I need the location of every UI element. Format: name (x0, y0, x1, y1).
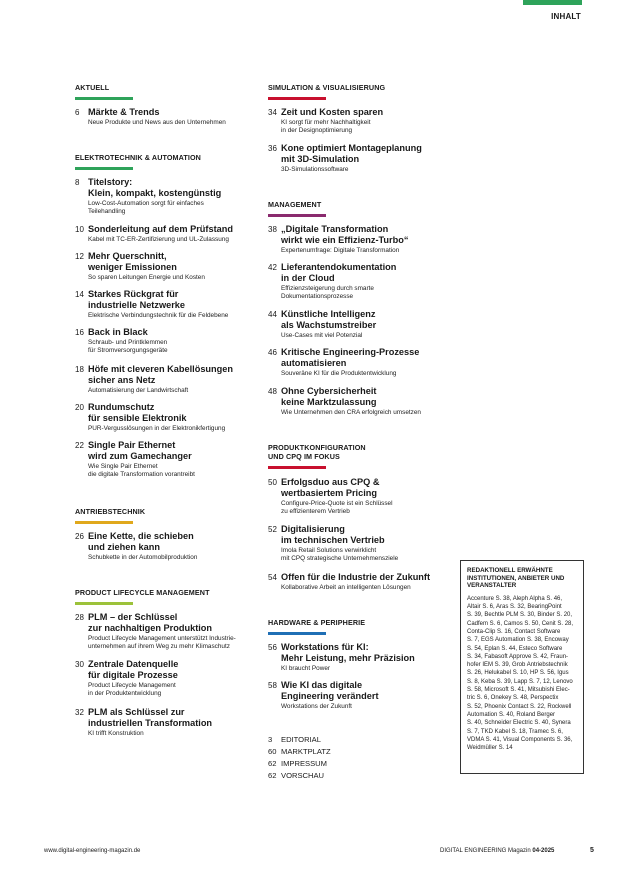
entry-title: Märkte & Trends (88, 107, 160, 117)
extra-label: MARKTPLATZ (281, 747, 331, 756)
toc-entry-56[interactable] (268, 642, 454, 673)
section-title: PRODUKTKONFIGURATION UND CPQ IM FOKUS (268, 443, 366, 461)
entry-description: Configure-Price-Quote ist ein Schlüssel zu effizienterem Vertrieb (281, 500, 393, 516)
toc-entry-16[interactable] (75, 327, 253, 356)
toc-extra-editorial[interactable] (268, 735, 454, 745)
page-number: 6 (75, 108, 80, 117)
page-number: 38 (268, 225, 277, 234)
section-color-bar (268, 466, 326, 469)
section-elektrotechnik (75, 153, 253, 170)
page-number: 8 (75, 178, 80, 187)
entry-description: Use-Cases mit viel Potenzial (281, 332, 363, 339)
entry-description: KI sorgt für mehr Nachhaltigkeit in der Designoptimierung (281, 119, 371, 135)
entry-title: Zeit und Kosten sparen (281, 107, 384, 117)
section-plm (75, 588, 253, 605)
section-color-bar (75, 167, 133, 170)
toc-extra-marktplatz[interactable] (268, 747, 454, 757)
page-number: 16 (75, 328, 84, 337)
entry-title: Zentrale Datenquelle für digitale Prozesse (88, 659, 179, 680)
section-title: ELEKTROTECHNIK & AUTOMATION (75, 153, 201, 162)
top-accent-bar (523, 0, 582, 5)
footer-magazine-issue (440, 848, 554, 854)
page-number: 20 (75, 403, 84, 412)
entry-description: PUR-Vergusslösungen in der Elektronikfertigung (88, 425, 226, 432)
entry-description: Low-Cost-Automation sorgt für einfaches Teilehandling (88, 200, 204, 216)
entry-description: 3D-Simulationssoftware (281, 166, 349, 173)
entry-description: Automatisierung der Landwirtschaft (88, 387, 189, 394)
page-number: 60 (268, 747, 277, 756)
page-number: 12 (75, 252, 84, 261)
entry-description: Schubkette in der Automobilproduktion (88, 554, 198, 561)
section-title: HARDWARE & PERIPHERIE (268, 618, 366, 627)
section-simulation (268, 83, 454, 100)
toc-entry-48[interactable] (268, 386, 454, 417)
mentioned-companies-box (460, 560, 584, 774)
page-number: 28 (75, 613, 84, 622)
entry-title: Künstliche Intelligenz als Wachstumstreiber (281, 309, 377, 330)
entry-description: Wie Single Pair Ethernet die digitale Transformation vorantreibt (88, 463, 195, 479)
entry-title: Kone optimiert Montageplanung mit 3D-Simulation (281, 143, 422, 164)
entry-description: So sparen Leitungen Energie und Kosten (88, 274, 205, 281)
toc-entry-12[interactable] (75, 251, 253, 282)
page-number: 50 (268, 478, 277, 487)
page-section-label: INHALT (551, 12, 581, 21)
entry-description: Wie Unternehmen den CRA erfolgreich umsetzen (281, 409, 421, 416)
section-title: AKTUELL (75, 83, 110, 92)
entry-description: Imola Retail Solutions verwirklicht mit CPQ strategische Unternehmensziele (281, 547, 399, 563)
toc-entry-18[interactable] (75, 364, 253, 395)
section-color-bar (268, 214, 326, 217)
entry-description: Expertenumfrage: Digitale Transformation (281, 247, 400, 254)
toc-extra-impressum[interactable] (268, 759, 454, 769)
entry-description: KI braucht Power (281, 665, 331, 672)
section-color-bar (268, 632, 326, 635)
page-number: 62 (268, 771, 277, 780)
toc-entry-34[interactable] (268, 107, 454, 136)
section-aktuell (75, 83, 253, 100)
entry-title: Wie KI das digitale Engineering verändert (281, 680, 379, 701)
page-number: 52 (268, 525, 277, 534)
toc-entry-46[interactable] (268, 347, 454, 378)
entry-title: Offen für die Industrie der Zukunft (281, 572, 431, 582)
entry-title: Single Pair Ethernet wird zum Gamechanger (88, 440, 192, 461)
page-number: 14 (75, 290, 84, 299)
toc-entry-52[interactable] (268, 524, 454, 564)
entry-title: Sonderleitung auf dem Prüfstand (88, 224, 233, 234)
entry-title: Digitalisierung im technischen Vertrieb (281, 524, 385, 545)
page-number: 54 (268, 573, 277, 582)
page-number: 3 (268, 735, 273, 744)
toc-entry-38[interactable] (268, 224, 454, 255)
toc-entry-54[interactable] (268, 572, 454, 592)
toc-extra-vorschau[interactable] (268, 771, 454, 781)
toc-entry-36[interactable] (268, 143, 454, 174)
toc-entry-14[interactable] (75, 289, 253, 320)
entry-title: Lieferantendokumentation in der Cloud (281, 262, 397, 283)
entry-title: Eine Kette, die schieben und ziehen kann (88, 531, 194, 552)
toc-entry-44[interactable] (268, 309, 454, 340)
section-color-bar (75, 97, 133, 100)
entry-description: Workstations der Zukunft (281, 703, 352, 710)
toc-entry-20[interactable] (75, 402, 253, 433)
page-number: 56 (268, 643, 277, 652)
section-antriebstechnik (75, 507, 253, 524)
toc-entry-30[interactable] (75, 659, 253, 699)
section-title: SIMULATION & VISUALISIERUNG (268, 83, 386, 92)
entry-title: Ohne Cybersicherheit keine Marktzulassung (281, 386, 377, 407)
toc-entry-26[interactable] (75, 531, 253, 562)
entry-description: Schraub- und Printklemmen für Stromversorgungsgeräte (88, 339, 168, 355)
entry-title: Back in Black (88, 327, 148, 337)
page-number: 62 (268, 759, 277, 768)
toc-entry-8[interactable] (75, 177, 253, 217)
toc-entry-42[interactable] (268, 262, 454, 302)
section-title: MANAGEMENT (268, 200, 322, 209)
extra-label: EDITORIAL (281, 735, 321, 744)
page-number: 34 (268, 108, 277, 117)
entry-description: Effizienzsteigerung durch smarte Dokumentationsprozesse (281, 285, 374, 301)
section-color-bar (75, 602, 133, 605)
entry-description: Souveräne KI für die Produktentwicklung (281, 370, 397, 377)
sidebox-title: REDAKTIONELL ERWÄHNTE INSTITUTIONEN, ANBIETER UND VERANSTALTER (467, 567, 565, 590)
section-color-bar (75, 521, 133, 524)
toc-entry-10[interactable] (75, 224, 253, 244)
footer-website[interactable]: www.digital-engineering-magazin.de (44, 848, 141, 854)
entry-description: KI trifft Konstruktion (88, 730, 144, 737)
page-number: 48 (268, 387, 277, 396)
entry-title: Kritische Engineering-Prozesse automatisieren (281, 347, 420, 368)
page-number: 44 (268, 310, 277, 319)
toc-entry-6[interactable] (75, 107, 253, 127)
page-number: 32 (75, 708, 84, 717)
page-number: 58 (268, 681, 277, 690)
footer-magazine-name: DIGITAL ENGINEERING Magazin (440, 848, 531, 854)
page-number: 30 (75, 660, 84, 669)
entry-title: Höfe mit cleveren Kabellösungen sicher ans Netz (88, 364, 233, 385)
entry-title: PLM – der Schlüssel zur nachhaltigen Produktion (88, 612, 213, 633)
entry-title: Rundumschutz für sensible Elektronik (88, 402, 187, 423)
entry-description: Kollaborative Arbeit an intelligenten Lösungen (281, 584, 411, 591)
toc-entry-22[interactable] (75, 440, 253, 480)
sidebox-text: Accenture S. 38, Aleph Alpha S. 46, Altair S. 6, Aras S. 32, BearingPoint S. 39, Bechtle PLM S. 30, Binder S. 20, Cadfem S. 6, Camos S. 50, Cenit S. 28, Conta-Clip S. 16, Contact Software S. 7, EGS Automation S. 38, Encoway S. 54, Eplan S. 44, Esteco Software S. 34, Fabasoft Approve S. 42, Fraun- hofer IEM S. 39, Grob Antriebstechnik S. 26, Helukabel S. 10, HP S. 56, Igus S. 8, Keba S. 39, Lapp S. 7, 12, Lenovo S. 58, Microsoft S. 41, Mitsubishi Elec- tric S. 6, Onekey S. 48, Perspectix S. 52, Phoenix Contact S. 22, Rockwell Automation S. 40, Roland Berger S. 40, Schneider Electric S. 40, Synera S. 7, TKD Kabel S. 18, Tramec S. 6, VDMA S. 41, Visual Components S. 36, Weidmüller S. 14 (467, 595, 574, 752)
extra-label: VORSCHAU (281, 771, 325, 780)
toc-entry-50[interactable] (268, 477, 454, 517)
page-number: 26 (75, 532, 84, 541)
section-management (268, 200, 454, 217)
page-number: 10 (75, 225, 84, 234)
footer-issue: 04-2025 (532, 848, 555, 854)
entry-title: Erfolgsduo aus CPQ & wertbasiertem Pricing (281, 477, 380, 498)
section-produktkonfiguration (268, 443, 454, 469)
toc-entry-32[interactable] (75, 707, 253, 738)
entry-description: Kabel mit TC-ER-Zertifizierung und UL-Zulassung (88, 236, 229, 243)
page-number: 42 (268, 263, 277, 272)
page-number: 22 (75, 441, 84, 450)
entry-description: Product Lifecycle Management in der Produktentwicklung (88, 682, 176, 698)
page-number: 18 (75, 365, 84, 374)
entry-description: Product Lifecycle Management unterstützt Industrie- unternehmen auf ihrem Weg zu mehr Klimaschutz (88, 635, 236, 651)
toc-entry-28[interactable] (75, 612, 253, 652)
entry-title: „Digitale Transformation wirkt wie ein Effizienz-Turbo“ (281, 224, 409, 245)
extra-label: IMPRESSUM (281, 759, 327, 768)
section-color-bar (268, 97, 326, 100)
entry-title: PLM als Schlüssel zur industriellen Transformation (88, 707, 213, 728)
entry-title: Mehr Querschnitt, weniger Emissionen (88, 251, 177, 272)
page-number: 36 (268, 144, 277, 153)
section-hardware (268, 618, 454, 635)
entry-description: Elektrische Verbindungstechnik für die Feldebene (88, 312, 229, 319)
toc-entry-58[interactable] (268, 680, 454, 711)
entry-title: Starkes Rückgrat für industrielle Netzwerke (88, 289, 186, 310)
entry-title: Titelstory: Klein, kompakt, kostengünstig (88, 177, 222, 198)
section-title: PRODUCT LIFECYCLE MANAGEMENT (75, 588, 210, 597)
entry-description: Neue Produkte und News aus den Unternehmen (88, 119, 226, 126)
section-title: ANTRIEBSTECHNIK (75, 507, 146, 516)
footer-page-number: 5 (590, 847, 594, 854)
entry-title: Workstations für KI: Mehr Leistung, mehr Präzision (281, 642, 415, 663)
page-number: 46 (268, 348, 277, 357)
